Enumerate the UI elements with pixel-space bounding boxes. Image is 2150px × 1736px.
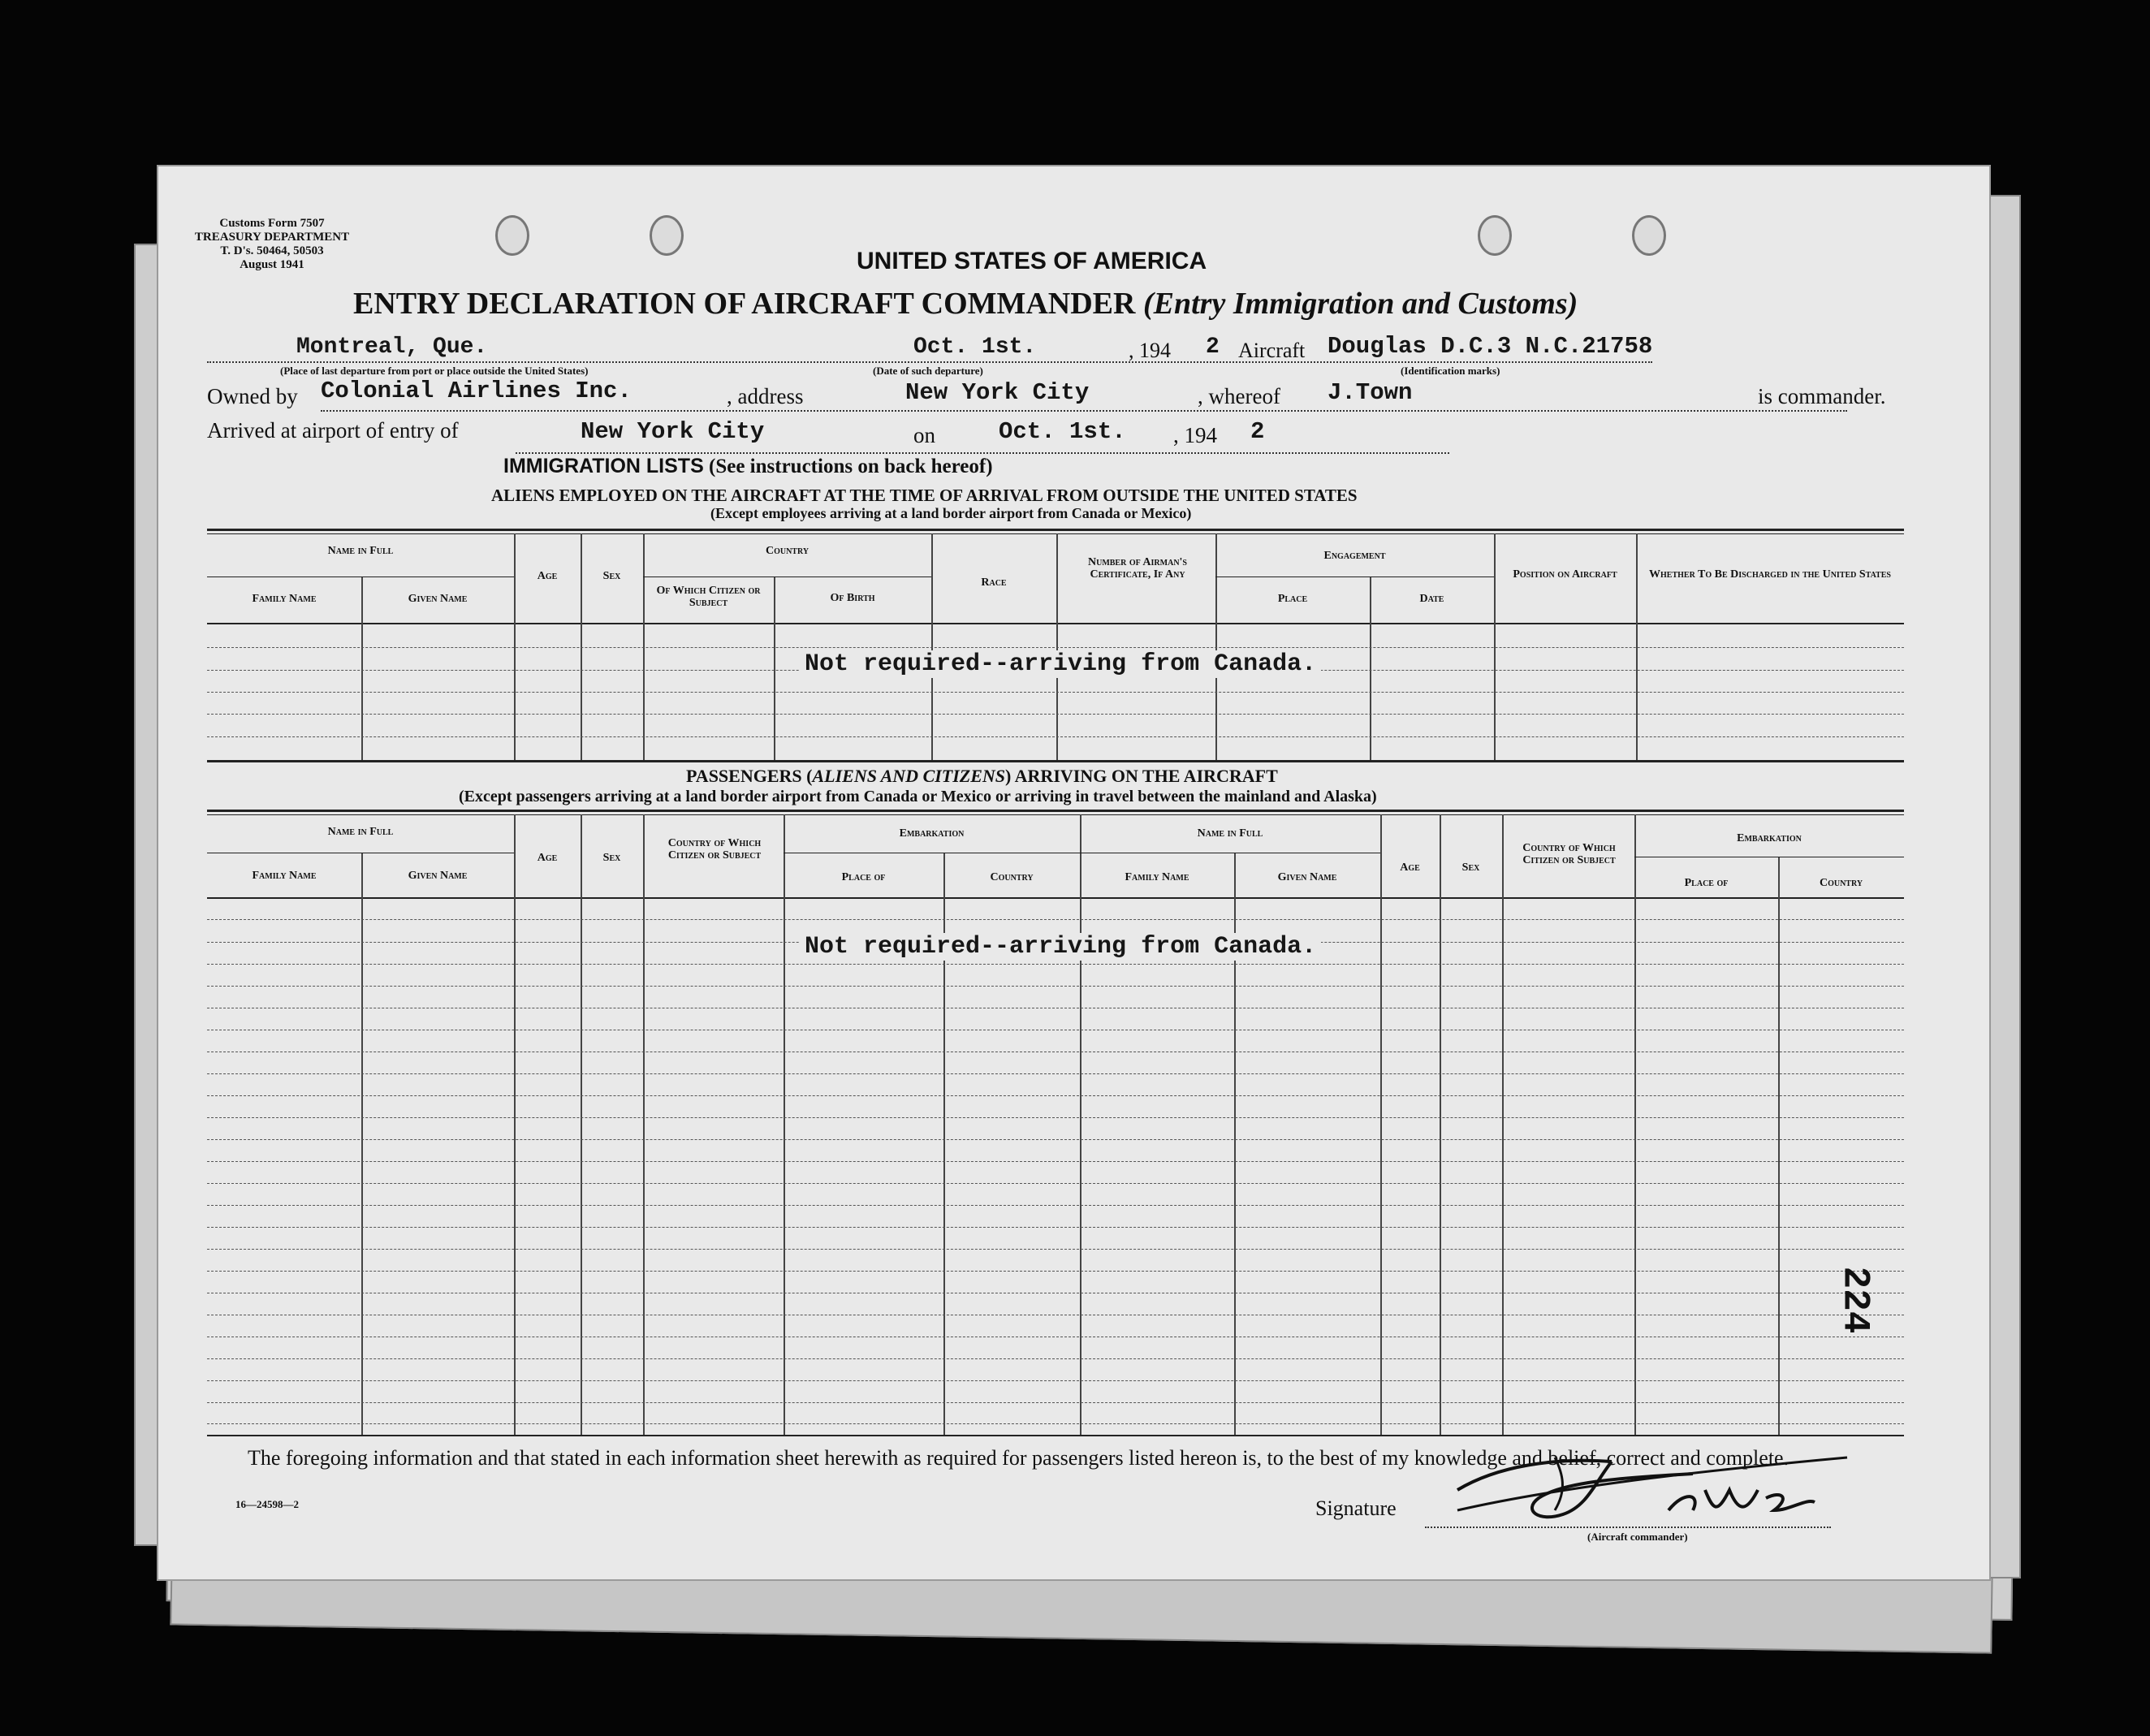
- departure-date-caption: (Date of such departure): [873, 365, 983, 377]
- passengers-col-country: Country: [990, 871, 1034, 883]
- passengers-col-family-name: Family Name: [252, 870, 317, 882]
- signature-caption: (Aircraft commander): [1587, 1531, 1688, 1543]
- passengers-col-sex-2: Sex: [1461, 862, 1480, 874]
- aliens-col-birth: Of Birth: [830, 592, 875, 604]
- passengers-note: (Except passengers arriving at a land border airport from Canada or Mexico or arriving in travel between the mainland and Alaska): [459, 788, 1377, 805]
- handwritten-signature: [1425, 1433, 1880, 1539]
- page-title: [353, 286, 1578, 322]
- passengers-col-age: Age: [537, 852, 558, 864]
- departure-year-digit: 2: [1206, 335, 1220, 360]
- address-label: , address: [727, 384, 804, 408]
- aliens-col-engagement: Engagement: [1323, 550, 1386, 562]
- aliens-col-country: Country: [765, 545, 809, 557]
- punch-hole: [1478, 215, 1512, 256]
- passengers-col-family-name-2: Family Name: [1125, 871, 1189, 883]
- stamp-number: 224: [1833, 1266, 1876, 1334]
- passengers-col-given-name-2: Given Name: [1277, 871, 1337, 883]
- aliens-col-race: Race: [981, 577, 1007, 589]
- commander-name: J.Town: [1328, 379, 1413, 406]
- aliens-col-place: Place: [1277, 593, 1308, 605]
- owner-label: Owned by: [207, 384, 298, 408]
- owner-address: New York City: [905, 379, 1090, 406]
- passengers-col-citizen: Country of Which Citizen or Subject: [667, 837, 762, 862]
- print-code: 16—24598—2: [235, 1498, 299, 1510]
- aircraft-id: Douglas D.C.3 N.C.21758: [1328, 333, 1653, 360]
- passengers-col-place-of-2: Place of: [1684, 877, 1729, 889]
- passengers-col-given-name: Given Name: [408, 870, 468, 882]
- form-page: [158, 166, 1989, 1579]
- aliens-col-certificate: Number of Airman's Certificate, If Any: [1087, 556, 1187, 581]
- punch-hole: [1632, 215, 1666, 256]
- aircraft-label: Aircraft: [1238, 339, 1306, 362]
- departure-date: Oct. 1st.: [913, 335, 1037, 360]
- title-main: ENTRY DECLARATION OF AIRCRAFT COMMANDER: [353, 287, 1136, 321]
- departure-place-caption: (Place of last departure from port or place outside the United States): [280, 365, 589, 377]
- departure-place: Montreal, Que.: [296, 335, 488, 360]
- departure-year-prefix: , 194: [1129, 339, 1171, 362]
- punch-hole: [650, 215, 684, 256]
- arrival-year-digit: 2: [1250, 418, 1265, 445]
- aliens-heading: ALIENS EMPLOYED ON THE AIRCRAFT AT THE TIME OF ARRIVAL FROM OUTSIDE THE UNITED STATES: [491, 486, 1358, 505]
- immigration-heading: IMMIGRATION LISTS (See instructions on back hereof): [503, 455, 993, 477]
- passengers-col-citizen-2: Country of Which Citizen or Subject: [1522, 842, 1616, 866]
- owner-name: Colonial Airlines Inc.: [321, 378, 632, 404]
- aircraft-caption: (Identification marks): [1401, 365, 1500, 377]
- country-title: UNITED STATES OF AMERICA: [857, 248, 1207, 274]
- arrival-label: Arrived at airport of entry of: [207, 418, 459, 443]
- arrival-year-prefix: , 194: [1173, 423, 1217, 447]
- arrival-airport: New York City: [581, 418, 765, 445]
- signature-label: Signature: [1315, 1496, 1397, 1520]
- form-date: August 1941: [240, 258, 304, 271]
- aliens-col-discharged: Whether To Be Discharged in the United States: [1649, 568, 1891, 581]
- arrival-date: Oct. 1st.: [999, 418, 1126, 445]
- passengers-col-embarkation-2: Embarkation: [1737, 832, 1802, 844]
- title-sub: (Entry Immigration and Customs): [1142, 287, 1578, 321]
- passengers-col-name-in-full-2: Name in Full: [1197, 827, 1263, 840]
- aliens-col-name-in-full: Name in Full: [327, 545, 394, 557]
- aliens-note: (Except employees arriving at a land border airport from Canada or Mexico): [710, 505, 1192, 521]
- passengers-col-sex: Sex: [602, 852, 621, 864]
- passengers-entry: Not required--arriving from Canada.: [800, 933, 1321, 961]
- aliens-entry: Not required--arriving from Canada.: [800, 650, 1321, 678]
- punch-hole: [495, 215, 529, 256]
- form-header: [187, 217, 357, 272]
- declaration-text: The foregoing information and that stated in each information sheet herewith as required for passengers listed hereon is, to the best of my knowledge and belief, correct and complete.: [248, 1446, 1790, 1470]
- arrival-on-label: on: [913, 423, 935, 447]
- aliens-col-given-name: Given Name: [408, 593, 468, 605]
- td-numbers: T. D's. 50464, 50503: [220, 244, 324, 257]
- passengers-col-name-in-full: Name in Full: [327, 826, 394, 838]
- commander-suffix: is commander.: [1758, 384, 1886, 408]
- aliens-col-family-name: Family Name: [252, 593, 317, 605]
- aliens-col-age: Age: [537, 570, 558, 582]
- passengers-heading: PASSENGERS (ALIENS AND CITIZENS) ARRIVING ON THE AIRCRAFT: [686, 766, 1278, 786]
- passengers-col-age-2: Age: [1400, 862, 1420, 874]
- aliens-col-citizen: Of Which Citizen or Subject: [656, 585, 761, 609]
- passengers-col-country-2: Country: [1819, 877, 1863, 889]
- whereof-label: , whereof: [1198, 384, 1280, 408]
- department: TREASURY DEPARTMENT: [194, 231, 350, 244]
- passengers-col-place-of: Place of: [841, 871, 886, 883]
- form-number: Customs Form 7507: [219, 217, 325, 230]
- aliens-col-position: Position on Aircraft: [1513, 568, 1617, 581]
- passengers-col-embarkation: Embarkation: [899, 827, 965, 840]
- aliens-col-sex: Sex: [602, 570, 621, 582]
- aliens-col-date: Date: [1419, 593, 1444, 605]
